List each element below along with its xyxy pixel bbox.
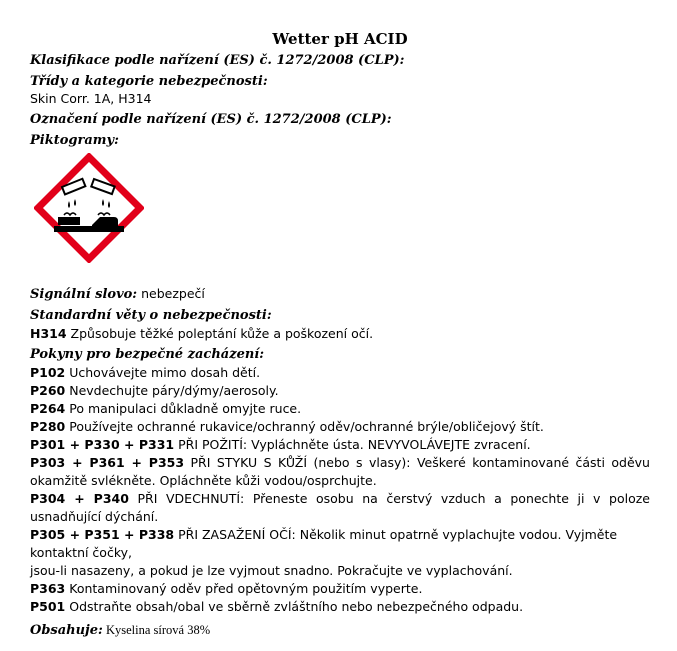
precaution-code: P264 xyxy=(30,401,66,416)
precaution-text: PŘI POŽITÍ: Vypláchněte ústa. NEVYVOLÁVEJTE zvracení. xyxy=(174,437,531,452)
precaution-item xyxy=(30,525,650,561)
precaution-text: Po manipulaci důkladně omyjte ruce. xyxy=(65,401,302,416)
precaution-code: P363 xyxy=(30,581,66,596)
precaution-code: P501 xyxy=(30,599,66,614)
precaution-item xyxy=(30,363,650,381)
hazard-statement xyxy=(30,324,650,342)
signal-value: nebezpečí xyxy=(137,286,205,301)
precaution-heading: Pokyny pro bezpečné zacházení: xyxy=(30,347,265,362)
sds-label-section xyxy=(30,30,650,639)
classification-heading: Klasifikace podle nařízení (ES) č. 1272/2008 (CLP): xyxy=(30,53,405,68)
precaution-item xyxy=(30,381,650,399)
hazard-heading: Standardní věty o nebezpečnosti: xyxy=(30,308,272,323)
precaution-text: PŘI STYKU S KŮŽÍ (nebo s vlasy): Veškeré kontaminované části oděvu okamžitě svlékněte. Opláchněte kůži vodou/osprchujte. xyxy=(30,455,650,488)
contains-value: Kyselina sírová 38% xyxy=(102,623,211,637)
precaution-text: jsou-li nasazeny, a pokud je lze vyjmout snadno. Pokračujte ve vyplachování. xyxy=(30,563,513,578)
precaution-text: Nevdechujte páry/dýmy/aerosoly. xyxy=(65,383,279,398)
precaution-code: P304 + P340 xyxy=(30,491,129,506)
product-title: Wetter pH ACID xyxy=(272,30,408,48)
precaution-item xyxy=(30,561,650,579)
precaution-item xyxy=(30,453,650,489)
precaution-list xyxy=(30,363,650,615)
precaution-item xyxy=(30,399,650,417)
precaution-code: P303 + P361 + P353 xyxy=(30,455,185,470)
precaution-item xyxy=(30,579,650,597)
precaution-code: P260 xyxy=(30,383,66,398)
precaution-text: Kontaminovaný oděv před opětovným použitím vyperte. xyxy=(65,581,423,596)
precaution-text: PŘI VDECHNUTÍ: Přeneste osobu na čerstvý vzduch a ponechte ji v poloze usnadňující dýchání. xyxy=(30,491,650,524)
hazard-code: H314 xyxy=(30,326,67,341)
precaution-code: P280 xyxy=(30,419,66,434)
precaution-item xyxy=(30,435,650,453)
hazard-text: Způsobuje těžké poleptání kůže a poškození očí. xyxy=(66,326,374,341)
precaution-code: P305 + P351 + P338 xyxy=(30,527,175,542)
precaution-code: P102 xyxy=(30,365,66,380)
precaution-item xyxy=(30,417,650,435)
precaution-code: P301 + P330 + P331 xyxy=(30,437,175,452)
classes-heading: Třídy a kategorie nebezpečnosti: xyxy=(30,74,268,89)
signal-label: Signální slovo: xyxy=(30,287,138,302)
contains-label: Obsahuje: xyxy=(30,623,103,638)
classes-value: Skin Corr. 1A, H314 xyxy=(30,91,152,106)
precaution-text: Používejte ochranné rukavice/ochranný oděv/ochranné brýle/obličejový štít. xyxy=(65,419,544,434)
precaution-item xyxy=(30,597,650,615)
corrosion-icon xyxy=(34,153,144,263)
precaution-text: Uchovávejte mimo dosah dětí. xyxy=(65,365,261,380)
contains-line xyxy=(30,619,650,639)
precaution-text: Odstraňte obsah/obal ve sběrně zvláštního nebo nebezpečného odpadu. xyxy=(65,599,524,614)
signal-word xyxy=(30,283,650,303)
precaution-text: PŘI ZASAŽENÍ OČÍ: Několik minut opatrně vyplachujte vodou. Vyjměte kontaktní čočky, xyxy=(30,527,618,560)
labelling-heading: Označení podle nařízení (ES) č. 1272/2008 (CLP): xyxy=(30,112,392,127)
precaution-item xyxy=(30,489,650,525)
pictograms-heading: Piktogramy: xyxy=(30,133,119,148)
